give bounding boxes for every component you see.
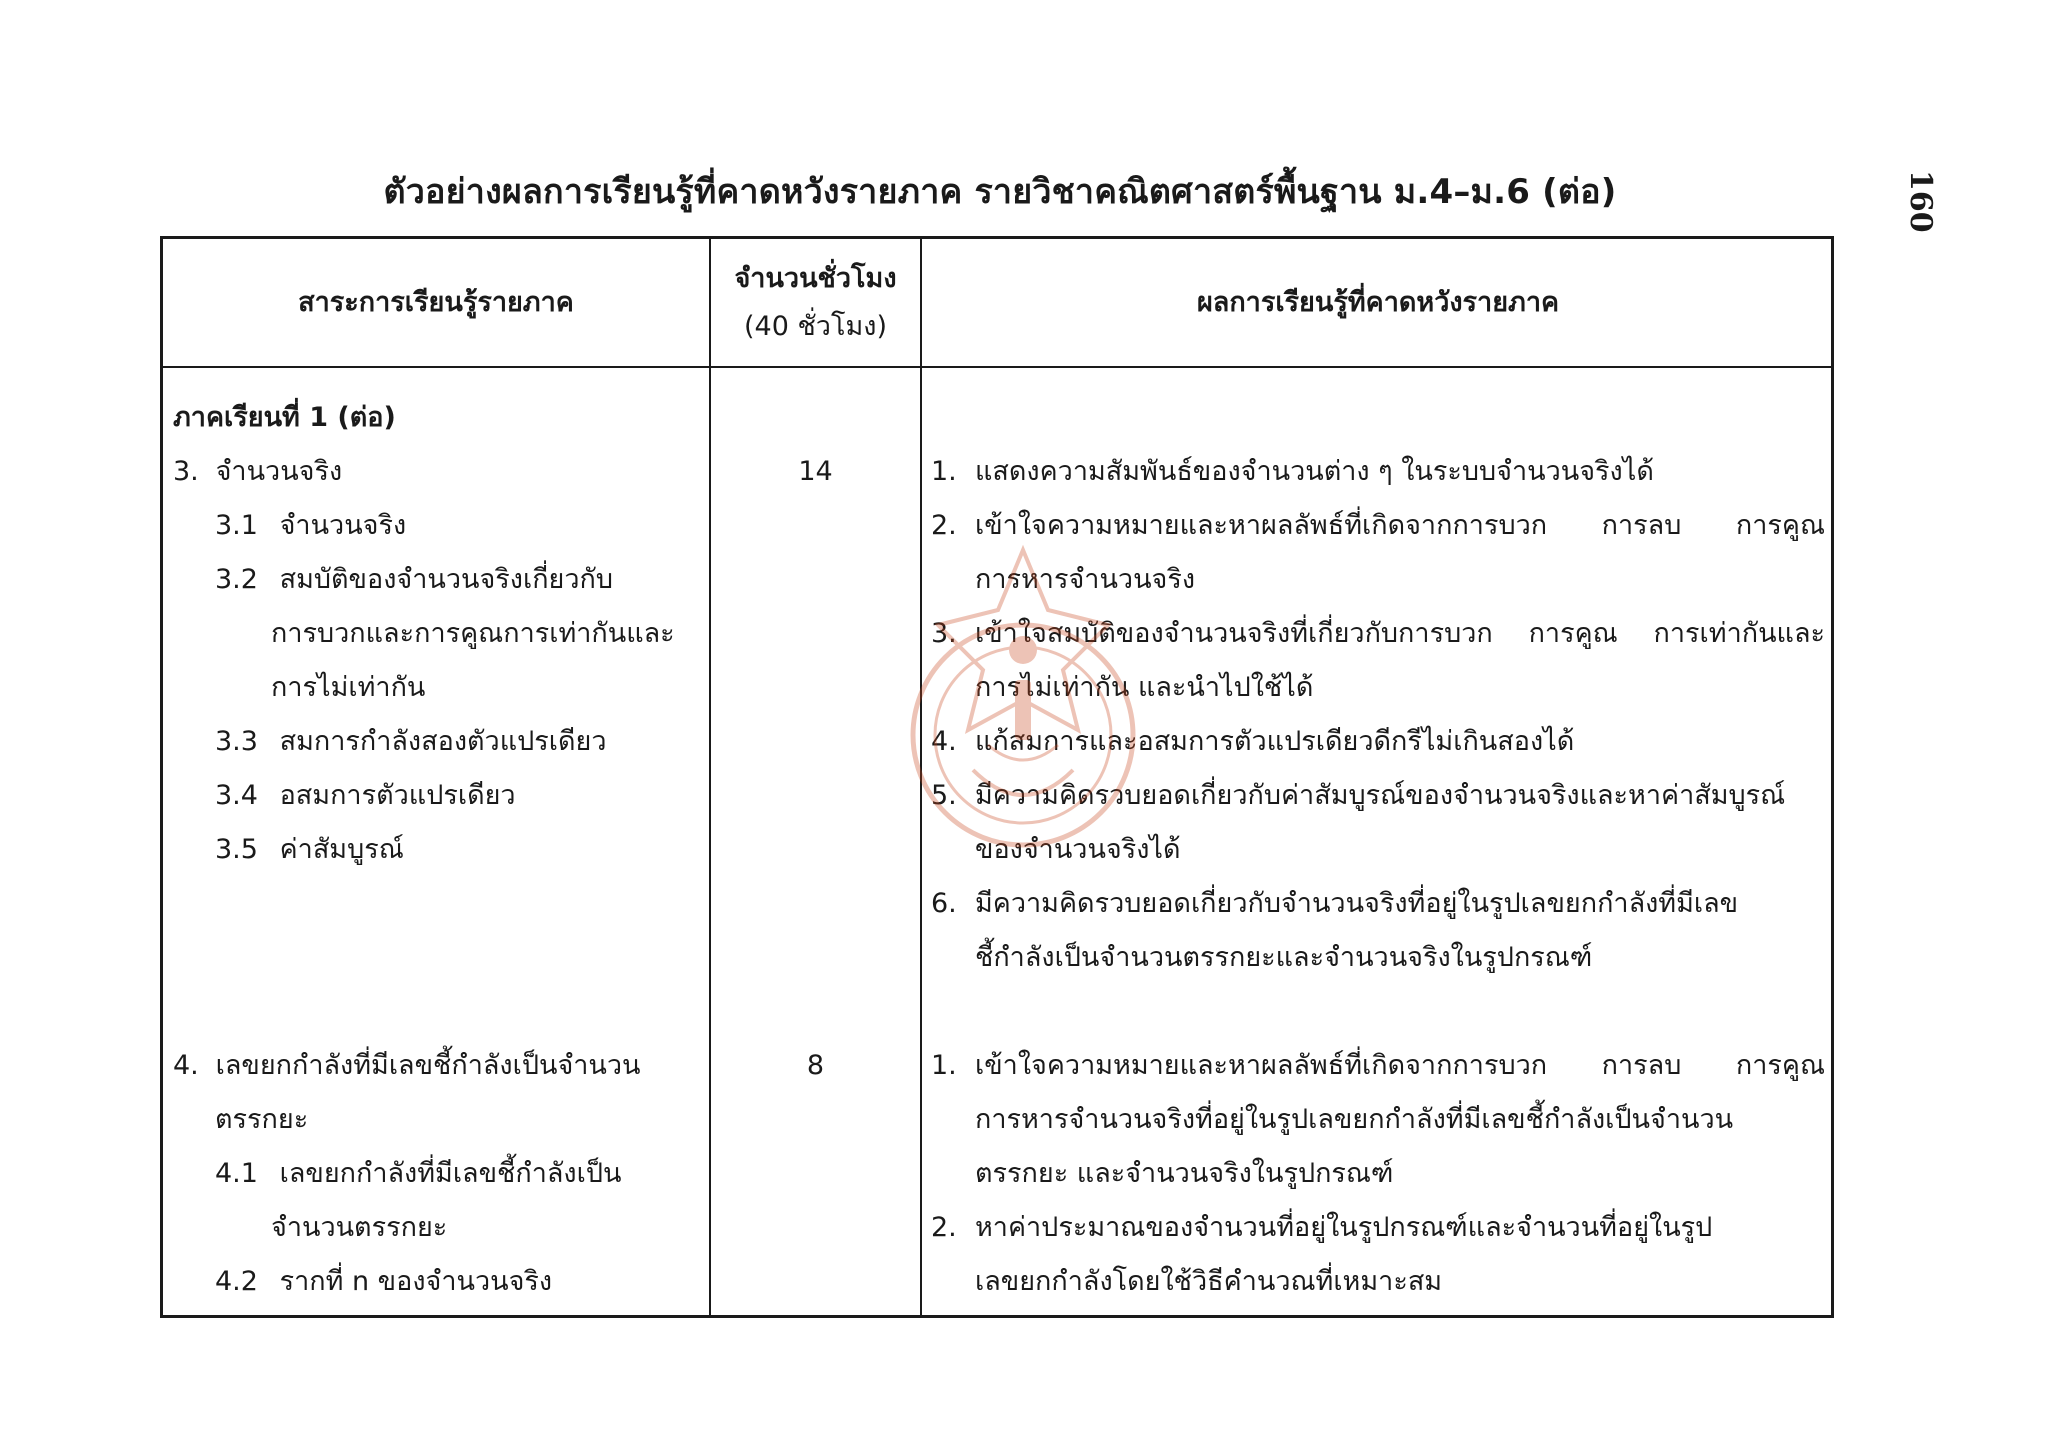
subtopic-text: สมการกำลังสองตัวแปรเดียว xyxy=(279,726,607,757)
outcome-number: 3. xyxy=(931,618,957,649)
subtopic-text: สมบัติของจำนวนจริงเกี่ยวกับ xyxy=(279,564,614,595)
page-number: 160 xyxy=(1903,170,1938,233)
topic-item xyxy=(173,445,342,499)
semester-label: ภาคเรียนที่ 1 (ต่อ) xyxy=(173,402,396,433)
subtopic-number: 3.4 xyxy=(215,780,258,811)
hours-value: 8 xyxy=(806,1050,825,1081)
outcome-text-continued: การไม่เท่ากัน และนำไปใช้ได้ xyxy=(975,672,1314,703)
outcome-item xyxy=(931,769,1825,877)
outcome-text-continued: ตรรกยะ และจำนวนจริงในรูปกรณฑ์ xyxy=(975,1158,1394,1189)
subtopic-item xyxy=(215,553,613,607)
outcome-text-continued: การหารจำนวนจริง xyxy=(975,564,1196,595)
outcome-item xyxy=(931,499,1825,607)
header-outcomes-label: ผลการเรียนรู้ที่คาดหวังรายภาค xyxy=(1196,286,1560,318)
topic-number: 4. xyxy=(173,1050,199,1081)
outcome-text-continued: การหารจำนวนจริงที่อยู่ในรูปเลขยกกำลังที่มีเลขชี้กำลังเป็นจำนวน xyxy=(975,1104,1734,1135)
header-hours-label: จำนวนชั่วโมง xyxy=(734,262,897,294)
outcome-number: 6. xyxy=(931,888,957,919)
header-hours-total: (40 ชั่วโมง) xyxy=(744,310,887,342)
subtopic-text: ค่าสัมบูรณ์ xyxy=(279,834,404,865)
outcome-text: มีความคิดรวบยอดเกี่ยวกับจำนวนจริงที่อยู่ในรูปเลขยกกำลังที่มีเลข xyxy=(975,888,1739,919)
outcome-text: เข้าใจสมบัติของจำนวนจริงที่เกี่ยวกับการบวก การคูณ การเท่ากันและ xyxy=(975,618,1825,649)
subtopic-item xyxy=(215,823,404,877)
hours-value: 14 xyxy=(798,456,833,487)
outcome-number: 2. xyxy=(931,510,957,541)
outcome-text: มีความคิดรวบยอดเกี่ยวกับค่าสัมบูรณ์ของจำนวนจริงและหาค่าสัมบูรณ์ xyxy=(975,780,1786,811)
outcome-number: 5. xyxy=(931,780,957,811)
outcome-text: แสดงความสัมพันธ์ของจำนวนต่าง ๆ ในระบบจำนวนจริงได้ xyxy=(975,456,1654,487)
subtopic-item xyxy=(215,715,606,769)
outcome-text: หาค่าประมาณของจำนวนที่อยู่ในรูปกรณฑ์และจำนวนที่อยู่ในรูป xyxy=(975,1212,1713,1243)
outcome-item xyxy=(931,1039,1825,1201)
header-outcomes xyxy=(922,239,1834,366)
subtopic-text-continued: การบวกและการคูณการเท่ากันและ xyxy=(271,618,675,649)
page-title: ตัวอย่างผลการเรียนรู้ที่คาดหวังรายภาค รายวิชาคณิตศาสตร์พื้นฐาน ม.4–ม.6 (ต่อ) xyxy=(383,172,1617,212)
subtopic-number: 4.2 xyxy=(215,1266,258,1297)
outcome-text-continued: เลขยกกำลังโดยใช้วิธีคำนวณที่เหมาะสม xyxy=(975,1266,1443,1297)
subtopic-text-continued: การไม่เท่ากัน xyxy=(271,672,426,703)
outcome-text: เข้าใจความหมายและหาผลลัพธ์ที่เกิดจากการบวก การลบ การคูณ xyxy=(975,510,1825,541)
header-content-label: สาระการเรียนรู้รายภาค xyxy=(298,286,574,318)
topic-title: จำนวนจริง xyxy=(215,456,343,487)
header-divider xyxy=(163,366,1831,368)
outcome-item xyxy=(931,877,1825,985)
subtopic-text: อสมการตัวแปรเดียว xyxy=(279,780,516,811)
topic-title-continued: ตรรกยะ xyxy=(215,1104,309,1135)
subtopic-text: จำนวนจริง xyxy=(279,510,407,541)
header-content xyxy=(163,239,709,366)
subtopic-text: เลขยกกำลังที่มีเลขชี้กำลังเป็น xyxy=(279,1158,622,1189)
column-divider xyxy=(920,239,922,1315)
header-hours xyxy=(711,239,920,366)
subtopic-number: 4.1 xyxy=(215,1158,258,1189)
outcome-number: 1. xyxy=(931,456,957,487)
topic-number: 3. xyxy=(173,456,199,487)
outcome-number: 4. xyxy=(931,726,957,757)
subtopic-item xyxy=(215,1255,552,1309)
outcome-number: 1. xyxy=(931,1050,957,1081)
outcome-text-continued: ของจำนวนจริงได้ xyxy=(975,834,1181,865)
outcome-item xyxy=(931,715,1825,769)
subtopic-item xyxy=(215,769,516,823)
subtopic-number: 3.5 xyxy=(215,834,258,865)
outcome-text-continued: ชี้กำลังเป็นจำนวนตรรกยะและจำนวนจริงในรูปกรณฑ์ xyxy=(975,942,1593,973)
outcome-item xyxy=(931,607,1825,715)
subtopic-number: 3.2 xyxy=(215,564,258,595)
subtopic-number: 3.1 xyxy=(215,510,258,541)
outcome-text: เข้าใจความหมายและหาผลลัพธ์ที่เกิดจากการบวก การลบ การคูณ xyxy=(975,1050,1825,1081)
column-divider xyxy=(709,239,711,1315)
subtopic-number: 3.3 xyxy=(215,726,258,757)
outcome-item xyxy=(931,1201,1825,1309)
outcome-text: แก้สมการและอสมการตัวแปรเดียวดีกรีไม่เกินสองได้ xyxy=(975,726,1575,757)
subtopic-item xyxy=(215,499,406,553)
subtopic-text-continued: จำนวนตรรกยะ xyxy=(271,1212,448,1243)
curriculum-table xyxy=(160,236,1834,1318)
outcome-item xyxy=(931,445,1825,499)
topic-title: เลขยกกำลังที่มีเลขชี้กำลังเป็นจำนวน xyxy=(215,1050,641,1081)
outcome-number: 2. xyxy=(931,1212,957,1243)
topic-item xyxy=(173,1039,641,1093)
subtopic-text: รากที่ n ของจำนวนจริง xyxy=(279,1266,553,1297)
subtopic-item xyxy=(215,1147,621,1201)
